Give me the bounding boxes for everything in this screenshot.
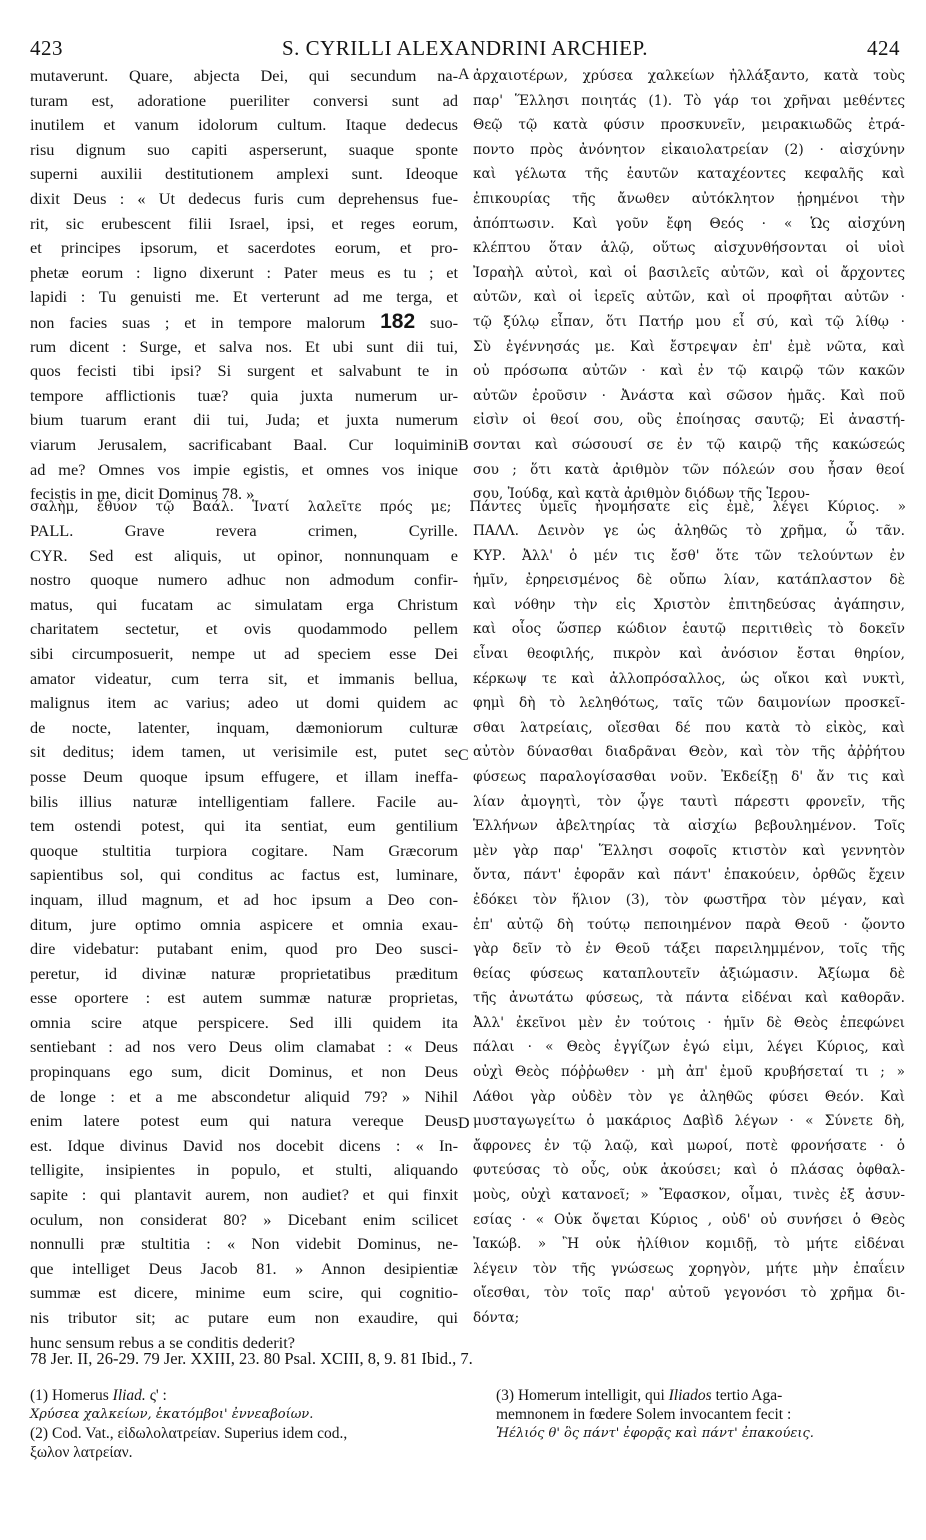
- latin-text-line: dire videbatur: putabant enim, quod pro Deo susci-: [30, 939, 458, 959]
- latin-text-line: enim latere potest eum qui natura vereque Deus: [30, 1111, 458, 1131]
- footnote-3-rest: tertio Aga-: [711, 1387, 783, 1404]
- greek-text-line: ἀπόπτωσιν. Καὶ γοῦν ἔφη Θεός · « Ὡς αἰσχύνη: [473, 215, 905, 232]
- greek-text-line: εἶναι θεοφιλής, πικρὸν καὶ ἀνόσιον ἔσται θηρίον,: [473, 645, 905, 662]
- greek-text-line: Λάθοι γὰρ οὐδὲν τὸν γε ἀληθῶς φύσει Θεόν. Καὶ: [473, 1088, 905, 1105]
- greek-text-line: λίαν ἀμογητὶ, τὸν ᾧγε ταυτὶ πάρεστι φρονεῖν, τῆς: [473, 793, 905, 810]
- latin-text-line: matus, qui fucatam ac simulatam erga Christum: [30, 594, 458, 614]
- greek-text-line: φύσεως παραλογίσασθαι νοῦν. Ἐκδείξῃ δ' ἄν τις καὶ: [473, 768, 905, 785]
- latin-text-line: tem ostendi potest, qui ita sentiat, eum gentilium: [30, 816, 458, 836]
- latin-text-line: fecistis in me, dicit Dominus 78. »: [30, 484, 255, 504]
- greek-text-line: Σὺ ἐγέννησάς με. Καὶ ἔστρεψαν ἐπ' ἐμὲ νῶτα, καὶ: [473, 338, 905, 355]
- latin-text-line: phetæ eorum : ligno dixerunt : Pater meus es tu ; et: [30, 262, 458, 282]
- text-segment: suo-: [415, 312, 458, 332]
- margin-marker-a: A: [458, 66, 470, 83]
- greek-text-line: οὐχὶ Θεὸς πόῤῥωθεν · μὴ ἀπ' ἐμοῦ κρυβήσεταί τι ; »: [473, 1064, 905, 1081]
- latin-text-line: superni auxilii destitutionem amplexi sunt. Ideoque: [30, 164, 458, 184]
- greek-text-line: φυτεύσας τὸ οὖς, οὐκ ἀκούσει; καὶ ὁ πλάσας ὀφθαλ-: [473, 1162, 905, 1179]
- latin-text-line: inutilem et vanum idolorum cultum. Itaque dedecus: [30, 115, 458, 135]
- greek-text-line: εσίας · « Οὐκ ὄψεται Κύριος , οὐδ' οὐ συνήσει ὁ Θεὸς: [473, 1211, 905, 1228]
- latin-text-line: ditum, jure optimo omnia aspicere et omnia exau-: [30, 914, 458, 934]
- latin-text-line: est. Idque divinus David nos docebit dicens : « In-: [30, 1135, 458, 1155]
- scripture-references: 78 Jer. II, 26-29. 79 Jer. XXIII, 23. 80 Psal. XCIII, 8, 9. 81 Ibid., 7.: [30, 1349, 473, 1368]
- footnote-3-work: Iliados: [668, 1387, 712, 1404]
- greek-text-line: Ἰακώβ. » Ἢ οὐκ ἠλίθιον κομιδῇ, τὸ μήτε εἰδέναι: [473, 1236, 905, 1253]
- footnote-1-quote: Χρύσεα χαλκείων, ἑκατόμβοι' ἐννεαβοίων.: [30, 1407, 314, 1422]
- margin-marker-b: B: [458, 437, 469, 454]
- footnote-3: [496, 1386, 906, 1405]
- page-number-right: 424: [867, 36, 900, 60]
- latin-text-line: nonnulli præ stultitia : « Non videbit Dominus, ne-: [30, 1234, 458, 1254]
- greek-text-line: ὄντα, πάντ' ἐφορᾶν καὶ πάντ' ἐπακούειν, ὀρθῶς ἔχειν: [473, 867, 905, 884]
- greek-text-line: σθαι λατρείαις, οἴεσθαι δέ που κατὰ τὸ εἰκὸς, καὶ: [473, 719, 905, 736]
- latin-text-line: summæ est dicere, minime eum scire, qui cognitio-: [30, 1283, 458, 1303]
- footnote-1-label: (1) Homerus: [30, 1387, 113, 1404]
- latin-text-line: hunc sensum rebus a se conditis dederit?: [30, 1332, 295, 1352]
- greek-text-line: οἴεσθαι, τὸν τοῖς παρ' αὐτοῦ γεγονόσι τὸ χρῆμα δι-: [473, 1285, 905, 1302]
- latin-text-line: posse Deum quoque ipsum effugere, et illam ineffa-: [30, 766, 458, 786]
- latin-text-line: sit deditus; idem tamen, ut verisimile est, putet se: [30, 742, 458, 762]
- margin-marker-c: C: [458, 747, 469, 764]
- greek-text-line: ποντο πρὸς ἀνόνητον εἰκαιολατρείαν (2) · αἰσχύνην: [473, 141, 905, 158]
- greek-text-line: ἡμῖν, ἐρηρεισμένος δὲ οὔπω λίαν, κατάπλαστον δὲ: [473, 572, 905, 589]
- greek-text-line: αὐτῶν ἐροῦσιν · Ἀνάστα καὶ σῶσον ἡμᾶς. Καὶ ποῦ: [473, 387, 905, 404]
- latin-text-line: tempore afflictionis tuæ? quia juxta numerum ur-: [30, 385, 458, 405]
- latin-text-line: [30, 310, 458, 335]
- latin-text-line: peretur, id divinæ naturæ proprietatibus præditum: [30, 963, 458, 983]
- greek-text-line: Ἑλλήνων ἀβελτηρίας τὰ αἰσχίω βεβουλημένον. Τοῖς: [473, 818, 905, 835]
- greek-text-line: λέγειν τὸν τῆς γνώσεως χορηγὸν, μήτε μὴν ἐπαΐειν: [473, 1260, 905, 1277]
- footnote-2-cont: ξωλον λατρείαν.: [30, 1444, 133, 1461]
- greek-text-line: παρ' Ἕλλησι ποιητάς (1). Τὸ γάρ τοι χρῆναι μεθέντες: [473, 92, 905, 109]
- greek-text-line: τῷ ξύλῳ εἶπαν, ὅτι Πατήρ μου εἶ σύ, καὶ τῷ λίθῳ ·: [473, 313, 905, 330]
- greek-text-line: αὐτῶν, καὶ οἱ ἱερεῖς αὐτῶν, καὶ οἱ προφῆται αὐτῶν ·: [473, 289, 905, 306]
- greek-text-line: μυσταγωγείτω ὁ μακάριος Δαβὶδ λέγων · « Σύνετε δὴ,: [473, 1113, 905, 1130]
- latin-text-line: sentiebant : ad nos vero Deus olim clamabat : « Deus: [30, 1037, 458, 1057]
- latin-text-line: lapidi : Tu genuisti me. Et verterunt ad me terga, et: [30, 287, 458, 307]
- latin-text-line: quos fecisti tibi ipsi? Si surgent et salvabunt te in: [30, 361, 458, 381]
- latin-text-line: amator videatur, cum terra sit, et immanis bellua,: [30, 668, 458, 688]
- footnote-3-label: (3) Homerum intelligit, qui: [496, 1387, 669, 1404]
- latin-text-line: oculum, non considerat 80? » Dicebant enim scilicet: [30, 1209, 458, 1229]
- greek-text-line: ἐδόκει τὸν ἥλιον (3), τὸν φωστῆρα τὸν μέγαν, καὶ: [473, 891, 905, 908]
- latin-text-line: et principes ipsorum, et sacerdotes eorum, et pro-: [30, 238, 458, 258]
- footnote-1-work: Iliad.: [112, 1387, 146, 1404]
- latin-text-line: rit, sic erubescent filii Israel, ipsi, et reges eorum,: [30, 213, 458, 233]
- greek-text-line: θείας φύσεως καταπλουτεῖν ἀξιώμασιν. Ἀξίωμα δὲ: [473, 965, 905, 982]
- greek-text-line: οὐ πρόσωπα αὐτῶν · καὶ ἐν τῷ καιρῷ τῶν κακῶν: [473, 363, 905, 380]
- footnotes-right: [496, 1386, 906, 1443]
- greek-text-line: καὶ οἷος ὥσπερ κώδιον ἑαυτῷ περιτιθεὶς τὸ δοκεῖν: [473, 621, 905, 638]
- footnote-2: (2) Cod. Vat., εἰδωλολατρείαν. Superius idem cod.,: [30, 1425, 348, 1442]
- footnote-1: [30, 1386, 470, 1405]
- latin-text-line: malignus item ac varius; adeo ut domi quidem ac: [30, 693, 458, 713]
- latin-column-bottom: [30, 519, 458, 1355]
- latin-text-line: bium tuarum erant dii tui, Juda; et juxta numerum: [30, 410, 458, 430]
- latin-text-line: nis tributor sit; ac putare eum non exaudire, qui: [30, 1308, 458, 1327]
- latin-text-line: rum dicent : Surge, et salva nos. Et ubi sunt dii tui,: [30, 336, 458, 356]
- latin-text-line: risu dignum suo capiti asperserunt, suaque sponte: [30, 139, 458, 159]
- latin-text-line: mutaverunt. Quare, abjecta Dei, qui secundum na-: [30, 66, 458, 85]
- greek-text-line: Θεῷ τῷ κατὰ φύσιν προσκυνεῖν, μειρακιωδῶς ἐτρά-: [473, 117, 905, 134]
- latin-text-line: de nocte, latenter, inquam, dæmoniorum culturæ: [30, 717, 458, 737]
- greek-text-line: σου ; ὅτι κατὰ ἀριθμὸν τῶν πόλεών σου ἦσαν θεοί: [473, 461, 905, 478]
- latin-text-line: omnia scire atque perspicere. Sed illi quidem ita: [30, 1012, 458, 1032]
- greek-text-line: ΚΥΡ. Ἀλλ' ὁ μέν τις ἔσθ' ὅτε τῶν τελούντων ἐν: [473, 547, 905, 564]
- running-title: S. CYRILLI ALEXANDRINI ARCHIEP.: [281, 36, 649, 60]
- greek-text-line: εἰσὶν οἱ θεοί σου, οὓς ἐποίησας σαυτῷ; Εἰ ἀναστή-: [473, 412, 905, 429]
- greek-text-line: δόντα;: [473, 1310, 520, 1326]
- latin-text-line: nostro quoque numero adhuc non admodum confir-: [30, 570, 458, 590]
- page-number-left: 423: [30, 36, 63, 60]
- footnote-3-quote: Ἠέλιός θ' ὃς πάντ' ἐφορᾷς καὶ πάντ' ἐπακούεις.: [496, 1426, 814, 1441]
- latin-text-line: inquam, illud magnum, et ad hoc ipsum a Deo con-: [30, 889, 458, 909]
- latin-text-line: propinquans ego sum, dicit Dominus, et non Deus: [30, 1062, 458, 1082]
- greek-text-line: ἄφρονες ἐν τῷ λαῷ, καὶ μωροί, ποτὲ φρονήσατε · ὁ: [473, 1137, 905, 1154]
- greek-text-line: καὶ γέλωτα τῆς ἑαυτῶν καταχέοντες κεφαλῆς καὶ: [473, 166, 905, 183]
- column-number: 182: [380, 309, 416, 333]
- latin-text-line: CYR. Sed est aliquis, ut opinor, nonnunquam e: [30, 545, 458, 565]
- latin-text-line: telligite, insipientes in populo, et stulti, aliquando: [30, 1160, 458, 1180]
- latin-text-line: sapientibus sol, qui conditus ac factus est, luminare,: [30, 865, 458, 885]
- greek-text-line: φημὶ δὴ τὸ λεληθότως, ταῖς τῶν δαιμονίων προσκεῖ-: [473, 695, 905, 712]
- latin-column-top: [30, 64, 458, 507]
- greek-column-top: [473, 64, 905, 507]
- greek-text-line: γὰρ δεῖν τὸ ἐν Θεοῦ τάξει παρειλημμένον, τοῖς τῆς: [473, 941, 905, 958]
- greek-text-line: ἐπικουρίας τῆς ἄνωθεν αὐτόκλητον ᾑρημένοι τὴν: [473, 190, 905, 207]
- latin-text-line: de longe : et a me abscondetur aliquid 79? » Nihil: [30, 1086, 458, 1106]
- latin-text-line: viarum Jerusalem, sacrificabant Baal. Cur loquimini: [30, 434, 458, 454]
- footnote-1-book: ς' :: [145, 1387, 167, 1404]
- footnote-3-cont: memnonem in fœdere Solem invocantem fecit :: [496, 1406, 792, 1423]
- greek-text-line: κλέπτου ὅταν ἁλῷ, οὕτως αἰσχυνθήσονται οἱ υἱοὶ: [473, 240, 905, 257]
- latin-text-line: esse oportere : est autem summæ naturæ proprietas,: [30, 988, 458, 1008]
- greek-text-line: τῆς ἀνωτάτω φύσεως, τὰ πάντα εἰδέναι καὶ καθορᾶν.: [473, 990, 905, 1007]
- greek-text-line: κέρκωψ τε καὶ ἀλλοπρόσαλλος, ὡς οἴκοι καὶ νυκτὶ,: [473, 670, 905, 687]
- spanning-greek-line: σαλὴμ, ἔθυον τῷ Βαάλ. Ἱνατί λαλεῖτε πρός με; Πάντες ὑμεῖς ἠνομήσατε εἰς ἐμὲ, λέγει Κύριος. »: [30, 499, 906, 515]
- greek-text-line: αὐτὸν δύνασθαι διαδρᾶναι Θεὸν, καὶ τὸν τῆς ἀῤῥήτου: [473, 744, 905, 761]
- greek-text-line: ΠΑΛΛ. Δεινὸν γε ὡς ἀληθῶς τὸ χρῆμα, ὦ τᾶν.: [473, 523, 905, 539]
- footnotes-left: [30, 1386, 470, 1462]
- greek-text-line: Ἰσραὴλ αὐτοὶ, καὶ οἱ βασιλεῖς αὐτῶν, καὶ οἱ ἄρχοντες: [473, 264, 905, 281]
- greek-text-line: Ἀλλ' ἐκεῖνοι μὲν ἐν τούτοις · ἡμῖν δὲ Θεὸς ἐπεφώνει: [473, 1014, 905, 1031]
- greek-text-line: καὶ νόθην τὴν εἰς Χριστὸν ἐπιτηδεύσας ἀγάπησιν,: [473, 596, 905, 613]
- latin-text-line: turam est, adoratione pueriliter conversi sunt ad: [30, 90, 458, 110]
- latin-text-line: sapite : qui plantavit aurem, non audiet? et qui finxit: [30, 1185, 458, 1205]
- latin-text-line: charitatem sectetur, et ovis quodammodo pellem: [30, 619, 458, 639]
- margin-marker-d: D: [458, 1115, 470, 1132]
- running-header: [30, 36, 900, 64]
- greek-text-line: σονται καὶ σώσουσί σε ἐν τῷ καιρῷ τῆς κακώσεώς: [473, 436, 905, 453]
- text-segment: non facies suas ; et in tempore malorum: [30, 312, 381, 332]
- greek-text-line: πάλαι · « Θεὸς ἐγγίζων ἐγώ εἰμι, λέγει Κύριος, καὶ: [473, 1039, 905, 1056]
- greek-text-line: ἐπ' αὐτῷ δὴ τούτῳ πεποιημένον παρὰ Θεοῦ · ᾤοντο: [473, 916, 905, 933]
- latin-text-line: bilis illius naturæ intelligentiam fallere. Facile au-: [30, 791, 458, 811]
- latin-text-line: ad me? Omnes vos impie egistis, et omnes vos inique: [30, 459, 458, 479]
- greek-text-line: μὲν γὰρ παρ' Ἕλλησι σοφοῖς κτιστὸν καὶ γεννητὸν: [473, 842, 905, 859]
- latin-text-line: sibi circumposuerit, nempe ut ad speciem esse Dei: [30, 643, 458, 663]
- greek-text-line: μοὺς, οὐχὶ κατανοεῖ; » Ἔφασκον, οἶμαι, τινὲς ἐξ ἀσυν-: [473, 1187, 905, 1204]
- latin-text-line: PALL. Grave revera crimen, Cyrille.: [30, 521, 458, 540]
- latin-text-line: dixit Deus : « Ut dedecus furis cum deprehensus fue-: [30, 188, 458, 208]
- latin-text-line: quoque stultitia turpiora cogitare. Nam Græcorum: [30, 840, 458, 860]
- greek-column-bottom: [473, 519, 905, 1331]
- latin-text-line: que intelliget Deus Jacob 81. » Annon desipientiæ: [30, 1258, 458, 1278]
- greek-text-line: ἀρχαιοτέρων, χρύσεα χαλκείων ἠλλάξαντο, κατὰ τοὺς: [473, 68, 905, 84]
- greek-text-line: σου, Ἰούδα, καὶ κατὰ ἀριθμὸν διόδων τῆς Ἱερου-: [473, 486, 810, 503]
